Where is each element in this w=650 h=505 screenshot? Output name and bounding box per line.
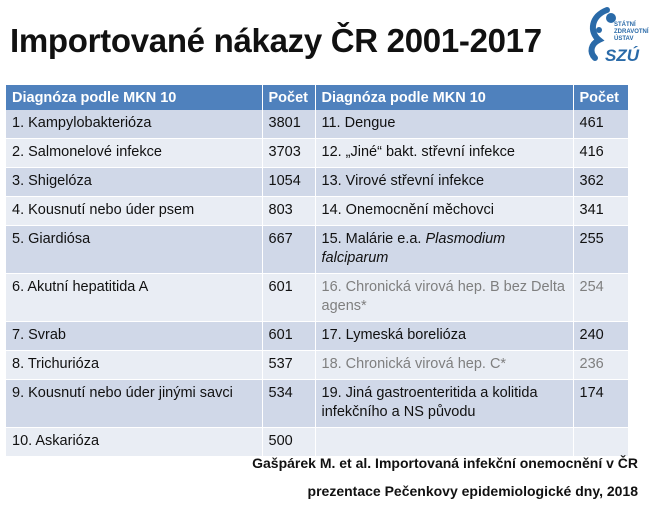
count-cell: 236 [573,351,628,380]
table-row [6,322,628,351]
logo-line-3: ÚSTAV [614,36,634,42]
count-cell: 255 [573,226,628,274]
table-row [6,428,628,457]
count-cell: 416 [573,139,628,168]
header-diagnosis-left: Diagnóza podle MKN 10 [6,85,262,110]
count-cell: 3703 [262,139,315,168]
logo-line-1: STÁTNÍ [614,22,636,28]
header-diagnosis-right: Diagnóza podle MKN 10 [315,85,573,110]
table-row [6,380,628,428]
pathogen-name: Plasmodium falciparum [321,231,506,266]
logo-line-2: ZDRAVOTNÍ [614,29,649,35]
count-cell: 341 [573,197,628,226]
imported-diseases-table [6,85,629,457]
diagnosis-cell [315,428,573,457]
citation-line-1: Gašpárek M. et al. Importovaná infekční onemocnění v ČR [252,455,638,471]
diagnosis-cell: 6. Akutní hepatitida A [6,274,262,322]
count-cell: 254 [573,274,628,322]
diagnosis-cell: 8. Trichurióza [6,351,262,380]
table-row [6,168,628,197]
diagnosis-cell: 2. Salmonelové infekce [6,139,262,168]
count-cell: 601 [262,274,315,322]
logo-abbr: SZÚ [605,46,639,65]
table-header-row [6,85,628,110]
count-cell: 537 [262,351,315,380]
diagnosis-cell: 9. Kousnutí nebo úder jinými savci [6,380,262,428]
diagnosis-cell: 18. Chronická virová hep. C* [315,351,573,380]
diagnosis-cell: 3. Shigelóza [6,168,262,197]
diagnosis-text: 15. Malárie e.a. [321,231,426,247]
count-cell: 500 [262,428,315,457]
table-row [6,197,628,226]
table-row [6,274,628,322]
szu-logo-icon [577,6,649,70]
diagnosis-cell: 19. Jiná gastroenteritida a kolitida infekčního a NS původu [315,380,573,428]
diagnosis-cell: 11. Dengue [315,110,573,139]
diagnosis-cell [315,226,573,274]
diagnosis-cell: 13. Virové střevní infekce [315,168,573,197]
table-row [6,351,628,380]
diagnosis-cell: 16. Chronická virová hep. B bez Delta agens* [315,274,573,322]
diagnosis-cell: 7. Svrab [6,322,262,351]
diagnosis-cell: 1. Kampylobakterióza [6,110,262,139]
diagnosis-cell: 12. „Jiné“ bakt. střevní infekce [315,139,573,168]
szu-logo [577,6,649,70]
count-cell: 803 [262,197,315,226]
header-count-left: Počet [262,85,315,110]
diagnosis-cell: 10. Askarióza [6,428,262,457]
count-cell: 667 [262,226,315,274]
diagnosis-cell: 17. Lymeská borelióza [315,322,573,351]
count-cell: 174 [573,380,628,428]
diagnosis-cell: 4. Kousnutí nebo úder psem [6,197,262,226]
table-row [6,110,628,139]
count-cell: 534 [262,380,315,428]
count-cell: 601 [262,322,315,351]
diagnosis-cell: 5. Giardiósa [6,226,262,274]
table-row [6,139,628,168]
diagnosis-cell: 14. Onemocnění měchovci [315,197,573,226]
table-row [6,226,628,274]
slide-title: Importované nákazy ČR 2001-2017 [10,22,542,59]
count-cell: 1054 [262,168,315,197]
citation-line-2: prezentace Pečenkovy epidemiologické dny, 2018 [307,483,638,499]
count-cell: 362 [573,168,628,197]
count-cell: 461 [573,110,628,139]
count-cell [573,428,628,457]
count-cell: 3801 [262,110,315,139]
count-cell: 240 [573,322,628,351]
header-count-right: Počet [573,85,628,110]
